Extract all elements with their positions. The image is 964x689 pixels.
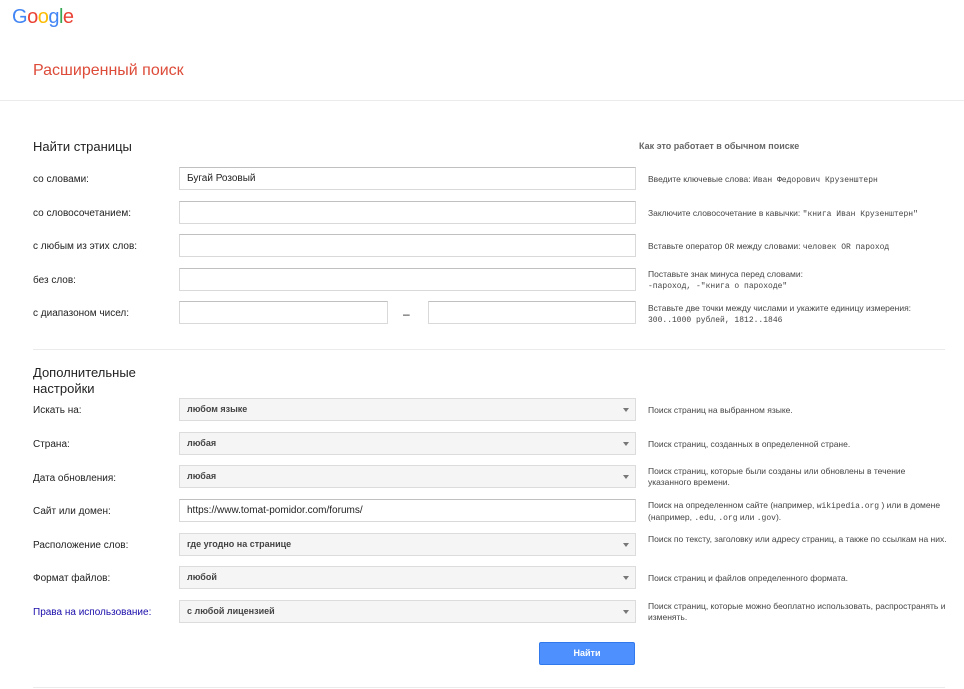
last-update-label: Дата обновления: xyxy=(33,473,117,484)
site-domain-hint xyxy=(648,500,948,524)
language-hint: Поиск страниц на выбранном языке. xyxy=(648,405,793,415)
hint-text: , xyxy=(713,512,716,522)
none-words-label: без слов: xyxy=(33,275,76,286)
logo-letter: e xyxy=(62,6,74,28)
site-domain-input[interactable]: https://www.tomat-pomidor.com/forums/ xyxy=(179,499,636,522)
none-words-input[interactable] xyxy=(179,268,636,291)
hint-example: wikipedia.org xyxy=(816,502,880,511)
last-update-hint: Поиск страниц, которые были созданы или обновлены в течение указанного времени. xyxy=(648,466,906,487)
hint-text: Поставьте знак минуса перед словами: xyxy=(648,269,804,279)
range-dash: – xyxy=(403,307,410,321)
header-divider xyxy=(0,100,964,101)
hint-example: .org xyxy=(718,514,738,523)
hint-example: -пароход, -"книга о пароходе" xyxy=(648,282,788,291)
hint-example: человек OR пароход xyxy=(802,243,890,252)
select-value: любом языке xyxy=(187,404,248,414)
select-value: любая xyxy=(187,438,217,448)
number-range-to-input[interactable] xyxy=(428,301,636,324)
hint-text: Вставьте оператор xyxy=(648,241,723,251)
hint-text: или xyxy=(739,512,755,522)
language-label: Искать на: xyxy=(33,405,82,416)
region-select[interactable] xyxy=(179,432,636,455)
usage-rights-select[interactable] xyxy=(179,600,636,623)
last-update-select[interactable] xyxy=(179,465,636,488)
exact-phrase-hint xyxy=(648,208,948,220)
google-logo[interactable] xyxy=(12,6,74,29)
region-label: Страна: xyxy=(33,439,70,450)
section-divider xyxy=(33,349,945,350)
usage-rights-hint: Поиск страниц, которые можно беоплатно использовать, распространять и изменять. xyxy=(648,601,946,622)
hint-example: Иван Федорович Крузенштерн xyxy=(752,176,878,185)
dropdown-arrow-icon xyxy=(623,576,629,580)
hint-text: между словами: xyxy=(736,241,801,251)
select-value: с любой лицензией xyxy=(187,606,275,616)
select-value: любая xyxy=(187,471,217,481)
hint-text: Введите ключевые слова: xyxy=(648,174,751,184)
file-type-hint: Поиск страниц и файлов определенного формата. xyxy=(648,573,848,583)
dropdown-arrow-icon xyxy=(623,610,629,614)
advanced-search-button[interactable]: Найти xyxy=(539,642,635,665)
select-value: любой xyxy=(187,572,217,582)
usage-rights-link[interactable]: Права на использование: xyxy=(33,607,152,618)
hint-text: Вставьте две точки между числами и укажите единицу измерения: xyxy=(648,303,912,313)
logo-letter: o xyxy=(37,6,49,28)
none-words-hint xyxy=(648,269,948,292)
language-select[interactable] xyxy=(179,398,636,421)
heading-line: настройки xyxy=(33,381,95,396)
terms-location-hint: Поиск по тексту, заголовку или адресу страниц, а также по ссылкам на них. xyxy=(648,534,947,544)
find-pages-heading: Найти страницы xyxy=(33,139,132,154)
terms-location-label: Расположение слов: xyxy=(33,540,129,551)
exact-phrase-input[interactable] xyxy=(179,201,636,224)
footer-divider xyxy=(33,687,945,688)
file-type-select[interactable] xyxy=(179,566,636,589)
logo-letter: G xyxy=(12,6,28,28)
dropdown-arrow-icon xyxy=(623,442,629,446)
number-range-label: с диапазоном чисел: xyxy=(33,308,130,319)
number-range-hint xyxy=(648,303,948,326)
hint-example: "книга Иван Крузенштерн" xyxy=(802,210,918,219)
logo-letter: o xyxy=(27,6,38,28)
page-title: Расширенный поиск xyxy=(33,62,184,79)
number-range-from-input[interactable] xyxy=(179,301,388,324)
site-domain-label: Сайт или домен: xyxy=(33,506,111,517)
logo-letter: g xyxy=(48,6,59,28)
dropdown-arrow-icon xyxy=(623,475,629,479)
terms-location-select[interactable] xyxy=(179,533,636,556)
hint-example: 300..1000 рублей, 1812..1846 xyxy=(648,316,783,325)
hint-text: ) или в домене (например, xyxy=(648,500,941,522)
region-hint: Поиск страниц, созданных в определенной стране. xyxy=(648,439,851,449)
hint-heading: Как это работает в обычном поиске xyxy=(639,141,800,151)
all-words-input[interactable]: Бугай Розовый xyxy=(179,167,636,190)
dropdown-arrow-icon xyxy=(623,408,629,412)
hint-text: Поиск на определенном сайте (например, xyxy=(648,500,815,510)
any-words-hint xyxy=(648,241,948,253)
hint-operator: OR xyxy=(724,243,735,252)
hint-example: .edu xyxy=(694,514,714,523)
exact-phrase-label: со словосочетанием: xyxy=(33,208,131,219)
all-words-hint xyxy=(648,174,948,186)
all-words-label: со словами: xyxy=(33,174,89,185)
extra-settings-heading xyxy=(33,365,136,397)
dropdown-arrow-icon xyxy=(623,543,629,547)
any-words-label: с любым из этих слов: xyxy=(33,241,138,252)
file-type-label: Формат файлов: xyxy=(33,573,111,584)
hint-example: .gov xyxy=(756,514,776,523)
heading-line: Дополнительные xyxy=(33,365,136,380)
select-value: где угодно на странице xyxy=(187,539,292,549)
any-words-input[interactable] xyxy=(179,234,636,257)
logo-letter: l xyxy=(58,6,63,28)
hint-text: ). xyxy=(775,512,782,522)
hint-text: Заключите словосочетание в кавычки: xyxy=(648,208,801,218)
